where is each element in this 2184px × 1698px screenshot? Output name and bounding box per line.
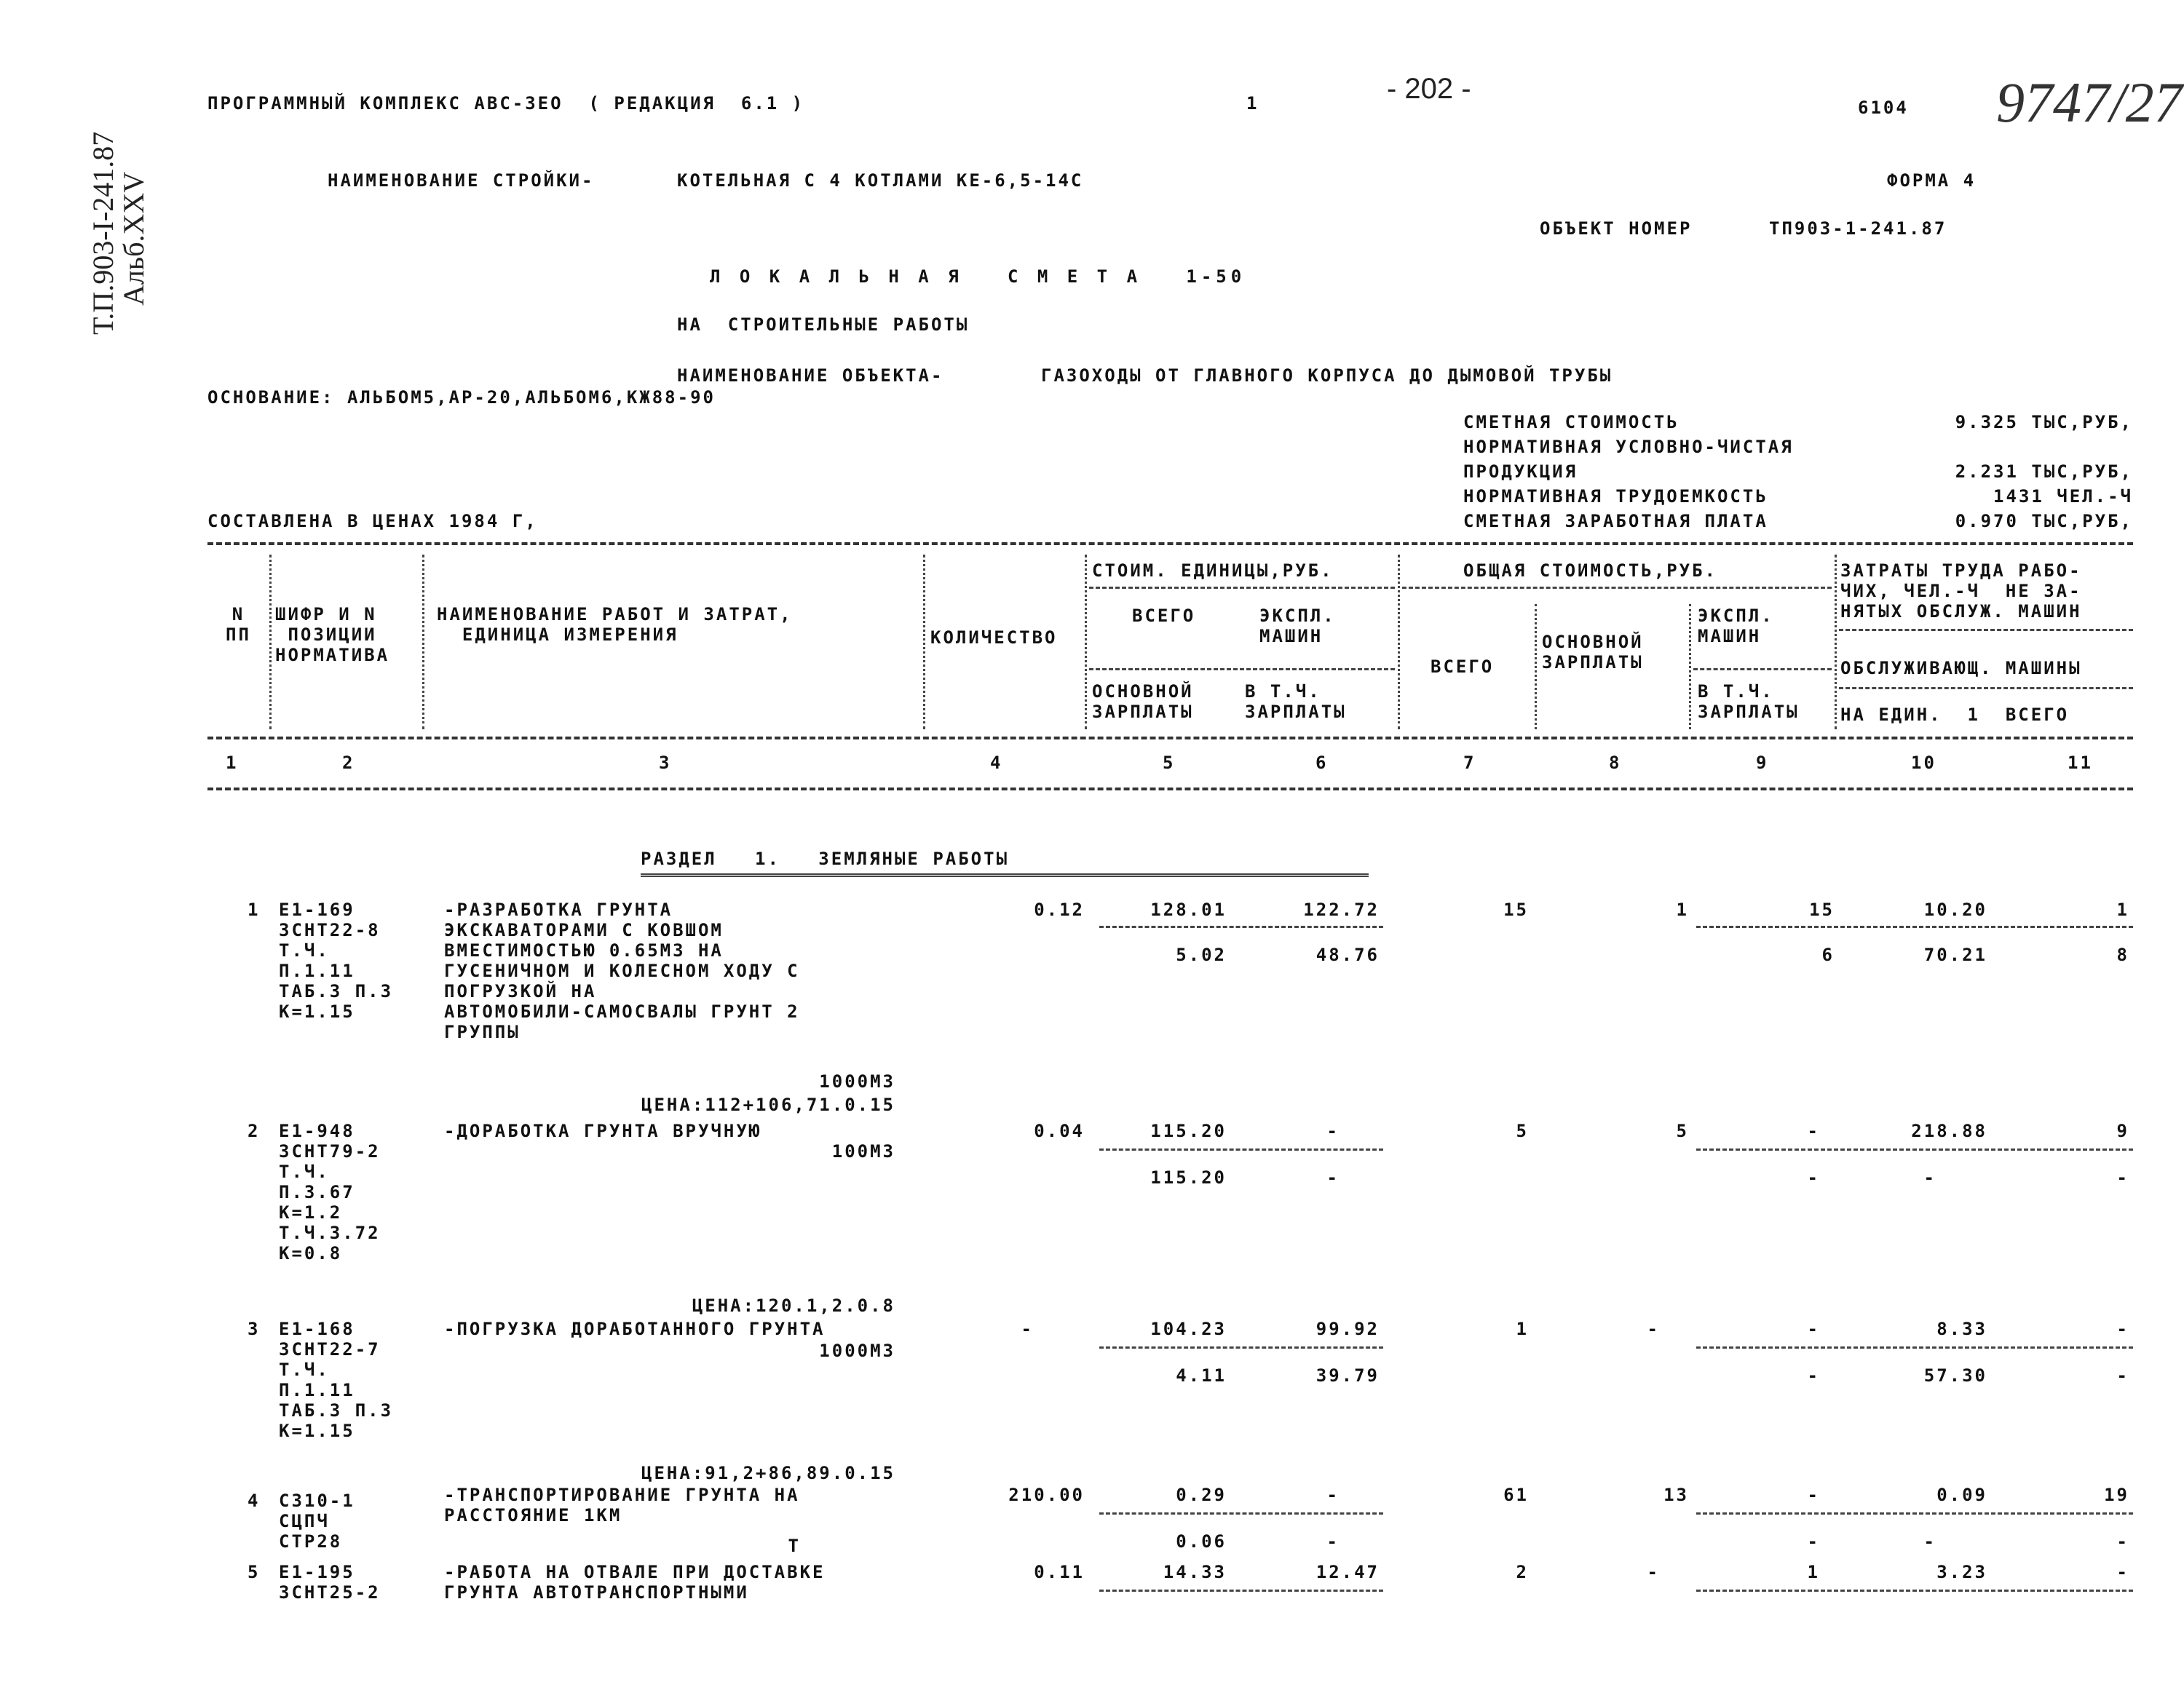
row-total: 2: [1516, 1562, 1529, 1582]
row-machines-salary: 6: [1821, 945, 1835, 965]
col-header-overall-incl-salary: В Т.Ч. ЗАРПЛАТЫ: [1698, 681, 1800, 722]
row-unit-incl-salary: 48.76: [1315, 945, 1380, 965]
row-total: 61: [1503, 1485, 1529, 1505]
divider: [1696, 1148, 2133, 1151]
row-qty: 0.12: [1034, 900, 1085, 920]
col-header-qty: КОЛИЧЕСТВО: [930, 627, 1058, 648]
col-header-incl-salary: В Т.Ч. ЗАРПЛАТЫ: [1245, 681, 1347, 722]
column-separator: [1535, 604, 1537, 729]
divider: [1839, 687, 2133, 689]
row-labor-total: -: [2116, 1562, 2129, 1582]
object-name: ГАЗОХОДЫ ОТ ГЛАВНОГО КОРПУСА ДО ДЫМОВОЙ ТРУБЫ: [1041, 365, 1613, 386]
side-stamp-line2: Альб.XXV: [117, 171, 150, 306]
object-number: ТП903-1-241.87: [1769, 218, 1947, 239]
row-unit: 1000М3: [819, 1341, 895, 1361]
program-line: ПРОГРАММНЫЙ КОМПЛЕКС АВС-ЗЕО ( РЕДАКЦИЯ 6.1 ): [207, 93, 805, 114]
col-header-base-salary: ОСНОВНОЙ ЗАРПЛАТЫ: [1092, 681, 1194, 722]
handwritten-number: 9747/27: [1996, 71, 2183, 134]
row-unit-total: 14.33: [1163, 1562, 1227, 1582]
row-salary: -: [1647, 1562, 1660, 1582]
row-machines: -: [1807, 1485, 1820, 1505]
divider: [1693, 668, 1832, 670]
row-unit-incl-salary: 39.79: [1315, 1365, 1380, 1386]
row-unit-incl-salary: -: [1326, 1531, 1340, 1552]
building-name: КОТЕЛЬНАЯ С 4 КОТЛАМИ КЕ-6,5-14С: [677, 170, 1084, 191]
row-unit-machines: 12.47: [1315, 1562, 1380, 1582]
column-separator: [1398, 555, 1400, 729]
row-name: -РАБОТА НА ОТВАЛЕ ПРИ ДОСТАВКЕ ГРУНТА АВТОТРАНСПОРТНЫМИ: [444, 1562, 826, 1603]
row-labor-total: -: [2116, 1319, 2129, 1339]
column-separator: [422, 555, 424, 729]
row-qty: 0.04: [1034, 1121, 1085, 1141]
doc-code: 6104: [1858, 98, 1909, 118]
row-number: 4: [248, 1491, 261, 1511]
section-title: РАЗДЕЛ 1. ЗЕМЛЯНЫЕ РАБОТЫ: [641, 849, 1010, 869]
row-unit: 1000М3: [819, 1071, 895, 1092]
row-labor-total: 19: [2104, 1485, 2129, 1505]
doc-title: Л О К А Л Ь Н А Я С М Е Т А 1-50: [710, 266, 1246, 287]
row-machines-salary: -: [1807, 1531, 1820, 1552]
row-number: 5: [248, 1562, 261, 1582]
col-header-overall-salary: ОСНОВНОЙ ЗАРПЛАТЫ: [1542, 632, 1644, 673]
row-unit: 100М3: [831, 1141, 895, 1162]
summary-label: НОРМАТИВНАЯ УСЛОВНО-ЧИСТАЯ: [1463, 437, 1794, 457]
row-qty: -: [1021, 1319, 1034, 1339]
column-number: 11: [2068, 753, 2093, 773]
summary-value: 1431 ЧЕЛ.-Ч: [1993, 486, 2133, 507]
row-machines: -: [1807, 1121, 1820, 1141]
section-underline: [641, 873, 1369, 877]
row-machines: -: [1807, 1319, 1820, 1339]
row-total: 15: [1503, 900, 1529, 920]
divider: [1089, 668, 1395, 670]
row-unit-machines: -: [1326, 1121, 1340, 1141]
row-labor-machines-total: -: [2116, 1531, 2129, 1552]
side-stamp: [86, 87, 150, 349]
row-name: -ТРАНСПОРТИРОВАНИЕ ГРУНТА НА РАССТОЯНИЕ 1КМ: [444, 1485, 800, 1526]
row-labor-total: 1: [2116, 900, 2129, 920]
row-labor-unit: 3.23: [1936, 1562, 1987, 1582]
column-number: 5: [1163, 753, 1176, 773]
row-price: ЦЕНА:120.1,2.0.8: [692, 1296, 895, 1316]
prices-line: СОСТАВЛЕНА В ЦЕНАХ 1984 Г,: [207, 511, 538, 531]
row-machines-salary: -: [1807, 1365, 1820, 1386]
row-unit-machines: 99.92: [1315, 1319, 1380, 1339]
column-number: 8: [1609, 753, 1622, 773]
column-separator: [1689, 604, 1691, 729]
column-separator: [1835, 555, 1837, 729]
divider: [207, 737, 2133, 739]
row-number: 1: [248, 900, 261, 920]
row-labor-machines-unit: -: [1923, 1167, 1936, 1188]
row-unit-salary: 5.02: [1176, 945, 1227, 965]
divider: [1839, 629, 2133, 631]
row-machines: 1: [1807, 1562, 1820, 1582]
row-price: ЦЕНА:112+106,71.0.15: [641, 1095, 895, 1115]
divider: [1089, 587, 1395, 589]
divider: [1099, 1148, 1383, 1151]
row-qty: 0.11: [1034, 1562, 1085, 1582]
column-number: 9: [1756, 753, 1769, 773]
summary-label: НОРМАТИВНАЯ ТРУДОЕМКОСТЬ: [1463, 486, 1768, 507]
summary-value: 2.231 ТЫС,РУБ,: [1955, 461, 2133, 482]
doc-subtitle: НА СТРОИТЕЛЬНЫЕ РАБОТЫ: [677, 314, 970, 335]
divider: [1099, 1512, 1383, 1515]
column-number: 1: [226, 753, 239, 773]
row-salary: 13: [1663, 1485, 1689, 1505]
row-number: 2: [248, 1121, 261, 1141]
basis-line: ОСНОВАНИЕ: АЛЬБОМ5,АР-20,АЛЬБОМ6,КЖ88-90: [207, 387, 716, 408]
col-header-overall-total: ВСЕГО: [1431, 656, 1495, 677]
column-number: 3: [659, 753, 672, 773]
col-header-unit-cost: СТОИМ. ЕДИНИЦЫ,РУБ.: [1092, 560, 1334, 581]
row-qty: 210.00: [1008, 1485, 1085, 1505]
row-machines: 15: [1809, 900, 1835, 920]
form-label: ФОРМА 4: [1887, 170, 1977, 191]
divider: [207, 787, 2133, 790]
row-unit-total: 104.23: [1150, 1319, 1227, 1339]
row-labor-total: 9: [2116, 1121, 2129, 1141]
summary-value: 0.970 ТЫС,РУБ,: [1955, 511, 2133, 531]
row-code: Е1-169 ЗСНТ22-8 Т.Ч. П.1.11 ТАБ.3 П.3 К=1.15: [279, 900, 394, 1022]
row-salary: 5: [1676, 1121, 1689, 1141]
row-total: 5: [1516, 1121, 1529, 1141]
row-total: 1: [1516, 1319, 1529, 1339]
column-number: 7: [1463, 753, 1476, 773]
row-labor-machines-unit: 70.21: [1923, 945, 1987, 965]
object-name-label: НАИМЕНОВАНИЕ ОБЪЕКТА-: [677, 365, 944, 386]
row-labor-unit: 8.33: [1936, 1319, 1987, 1339]
column-separator: [923, 555, 925, 729]
column-number: 2: [342, 753, 355, 773]
col-header-labor-per-unit: НА ЕДИН. 1 ВСЕГО: [1840, 705, 2070, 725]
row-unit-salary: 4.11: [1176, 1365, 1227, 1386]
summary-value: 9.325 ТЫС,РУБ,: [1955, 412, 2133, 432]
row-unit: Т: [788, 1536, 801, 1556]
column-number: 6: [1315, 753, 1329, 773]
row-name: -ДОРАБОТКА ГРУНТА ВРУЧНУЮ: [444, 1121, 762, 1141]
row-code: Е1-195 ЗСНТ25-2: [279, 1562, 381, 1603]
col-header-labor-machines: ОБСЛУЖИВАЮЩ. МАШИНЫ: [1840, 658, 2082, 678]
row-labor-machines-total: 8: [2116, 945, 2129, 965]
row-unit-total: 0.29: [1176, 1485, 1227, 1505]
divider: [1099, 926, 1383, 928]
side-stamp-line1: Т.П.903-I-241.87: [87, 131, 119, 335]
row-labor-machines-unit: -: [1923, 1531, 1936, 1552]
row-labor-unit: 10.20: [1923, 900, 1987, 920]
divider: [1099, 1346, 1383, 1349]
row-code: С310-1 СЦПЧ СТР28: [279, 1491, 355, 1552]
row-unit-total: 115.20: [1150, 1121, 1227, 1141]
row-number: 3: [248, 1319, 261, 1339]
divider: [207, 542, 2133, 545]
summary-label: ПРОДУКЦИЯ: [1463, 461, 1578, 482]
object-label: ОБЪЕКТ НОМЕР: [1540, 218, 1693, 239]
page-label: - 202 -: [1387, 73, 1471, 105]
summary-label: СМЕТНАЯ ЗАРАБОТНАЯ ПЛАТА: [1463, 511, 1768, 531]
column-number: 4: [990, 753, 1003, 773]
col-header-n: N ПП: [226, 604, 251, 645]
col-header-overall-cost: ОБЩАЯ СТОИМОСТЬ,РУБ.: [1463, 560, 1717, 581]
row-labor-unit: 218.88: [1911, 1121, 1987, 1141]
row-unit-salary: 0.06: [1176, 1531, 1227, 1552]
row-unit-machines: -: [1326, 1485, 1340, 1505]
col-header-code: ШИФР И N ПОЗИЦИИ НОРМАТИВА: [275, 604, 390, 665]
col-header-machines: ЭКСПЛ. МАШИН: [1259, 606, 1336, 646]
row-machines-salary: -: [1807, 1167, 1820, 1188]
divider: [1402, 587, 1832, 589]
row-unit-total: 128.01: [1150, 900, 1227, 920]
divider: [1696, 926, 2133, 928]
column-number: 10: [1911, 753, 1936, 773]
row-name: -РАЗРАБОТКА ГРУНТА ЭКСКАВАТОРАМИ С КОВШОМ ВМЕСТИМОСТЬЮ 0.65М3 НА ГУСЕНИЧНОМ И КОЛЕСНОМ ХОДУ С ПОГРУЗКОЙ НА АВТОМОБИЛИ-САМОСВАЛЫ ГРУНТ 2 ГРУППЫ: [444, 900, 800, 1042]
row-unit-incl-salary: -: [1326, 1167, 1340, 1188]
row-unit-salary: 115.20: [1150, 1167, 1227, 1188]
row-code: Е1-948 ЗСНТ79-2 Т.Ч. П.3.67 К=1.2 Т.Ч.3.72 К=0.8: [279, 1121, 381, 1263]
building-label: НАИМЕНОВАНИЕ СТРОЙКИ-: [328, 170, 595, 191]
row-salary: 1: [1676, 900, 1689, 920]
divider: [1696, 1512, 2133, 1515]
divider: [1696, 1590, 2133, 1592]
col-header-labor: ЗАТРАТЫ ТРУДА РАБО- ЧИХ, ЧЕЛ.-Ч НЕ ЗА- НЯТЫХ ОБСЛУЖ. МАШИН: [1840, 560, 2082, 622]
divider: [1099, 1590, 1383, 1592]
row-name: -ПОГРУЗКА ДОРАБОТАННОГО ГРУНТА: [444, 1319, 826, 1339]
page-num: 1: [1246, 93, 1259, 114]
col-header-total: ВСЕГО: [1132, 606, 1196, 626]
column-separator: [269, 555, 272, 729]
row-unit-machines: 122.72: [1303, 900, 1380, 920]
column-separator: [1085, 555, 1087, 729]
summary-label: СМЕТНАЯ СТОИМОСТЬ: [1463, 412, 1679, 432]
row-salary: -: [1647, 1319, 1660, 1339]
divider: [1696, 1346, 2133, 1349]
row-price: ЦЕНА:91,2+86,89.0.15: [641, 1463, 895, 1483]
row-labor-machines-total: -: [2116, 1365, 2129, 1386]
row-labor-unit: 0.09: [1936, 1485, 1987, 1505]
row-code: Е1-168 ЗСНТ22-7 Т.Ч. П.1.11 ТАБ.3 П.3 К=1.15: [279, 1319, 394, 1441]
col-header-overall-machines: ЭКСПЛ. МАШИН: [1698, 606, 1774, 646]
col-header-name: НАИМЕНОВАНИЕ РАБОТ И ЗАТРАТ, ЕДИНИЦА ИЗМЕРЕНИЯ: [437, 604, 793, 645]
row-labor-machines-unit: 57.30: [1923, 1365, 1987, 1386]
row-labor-machines-total: -: [2116, 1167, 2129, 1188]
